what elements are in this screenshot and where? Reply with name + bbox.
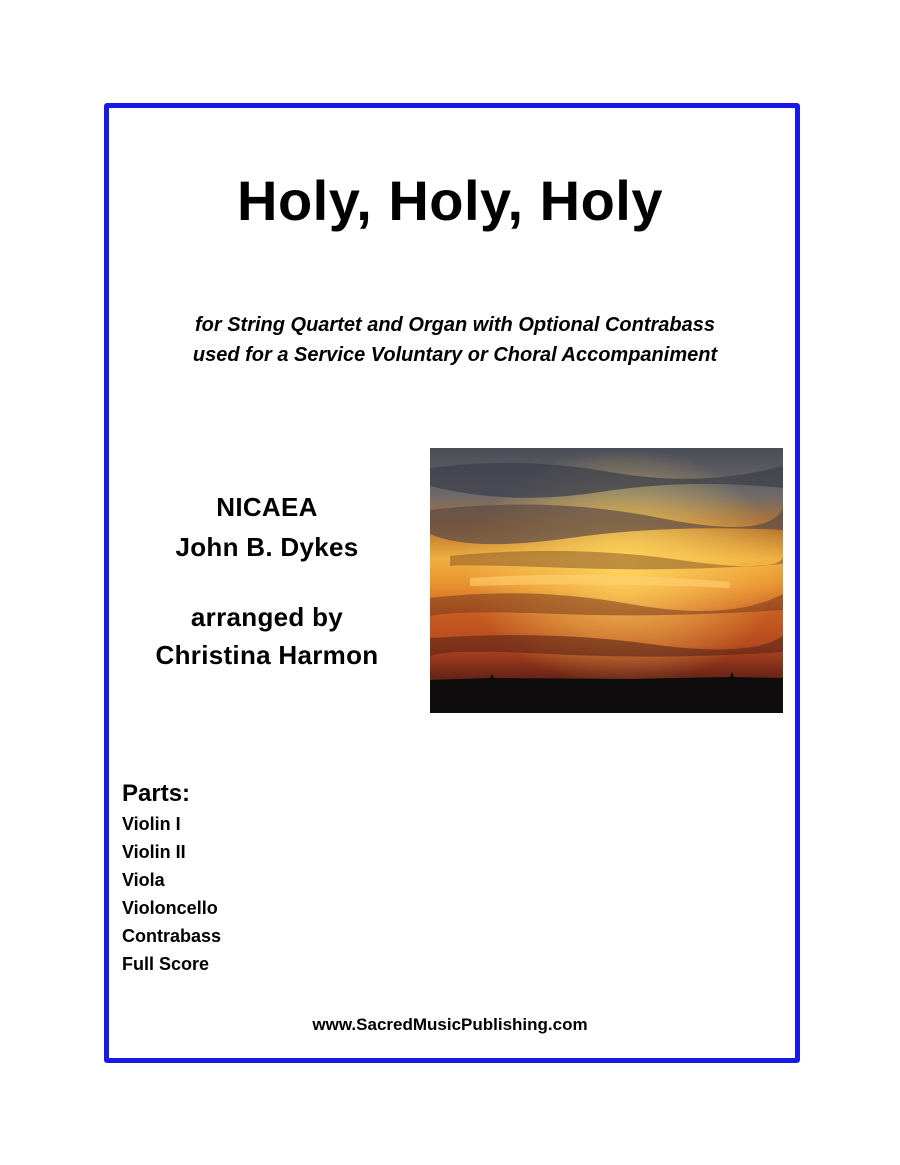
publisher-website: www.SacredMusicPublishing.com bbox=[312, 1015, 588, 1034]
list-item: Violin I bbox=[122, 814, 181, 834]
subtitle-usage: used for a Service Voluntary or Choral Accompaniment bbox=[192, 344, 718, 366]
arranged-by-label: arranged by bbox=[190, 602, 344, 632]
list-item: Viola bbox=[122, 870, 165, 890]
tune-name: NICAEA bbox=[216, 492, 318, 522]
list-item: Full Score bbox=[122, 954, 210, 974]
page-title: Holy, Holy, Holy bbox=[237, 169, 663, 232]
sunset-photo bbox=[430, 448, 783, 713]
list-item: Contrabass bbox=[122, 926, 222, 946]
list-item: Violoncello bbox=[122, 898, 218, 918]
parts-heading: Parts: bbox=[122, 780, 191, 807]
list-item: Violin II bbox=[122, 842, 186, 862]
parts-list bbox=[122, 812, 221, 980]
composer-name: John B. Dykes bbox=[175, 532, 359, 562]
subtitle-instrumentation: for String Quartet and Organ with Optional Contrabass bbox=[194, 314, 716, 336]
arranger-name: Christina Harmon bbox=[155, 640, 379, 670]
